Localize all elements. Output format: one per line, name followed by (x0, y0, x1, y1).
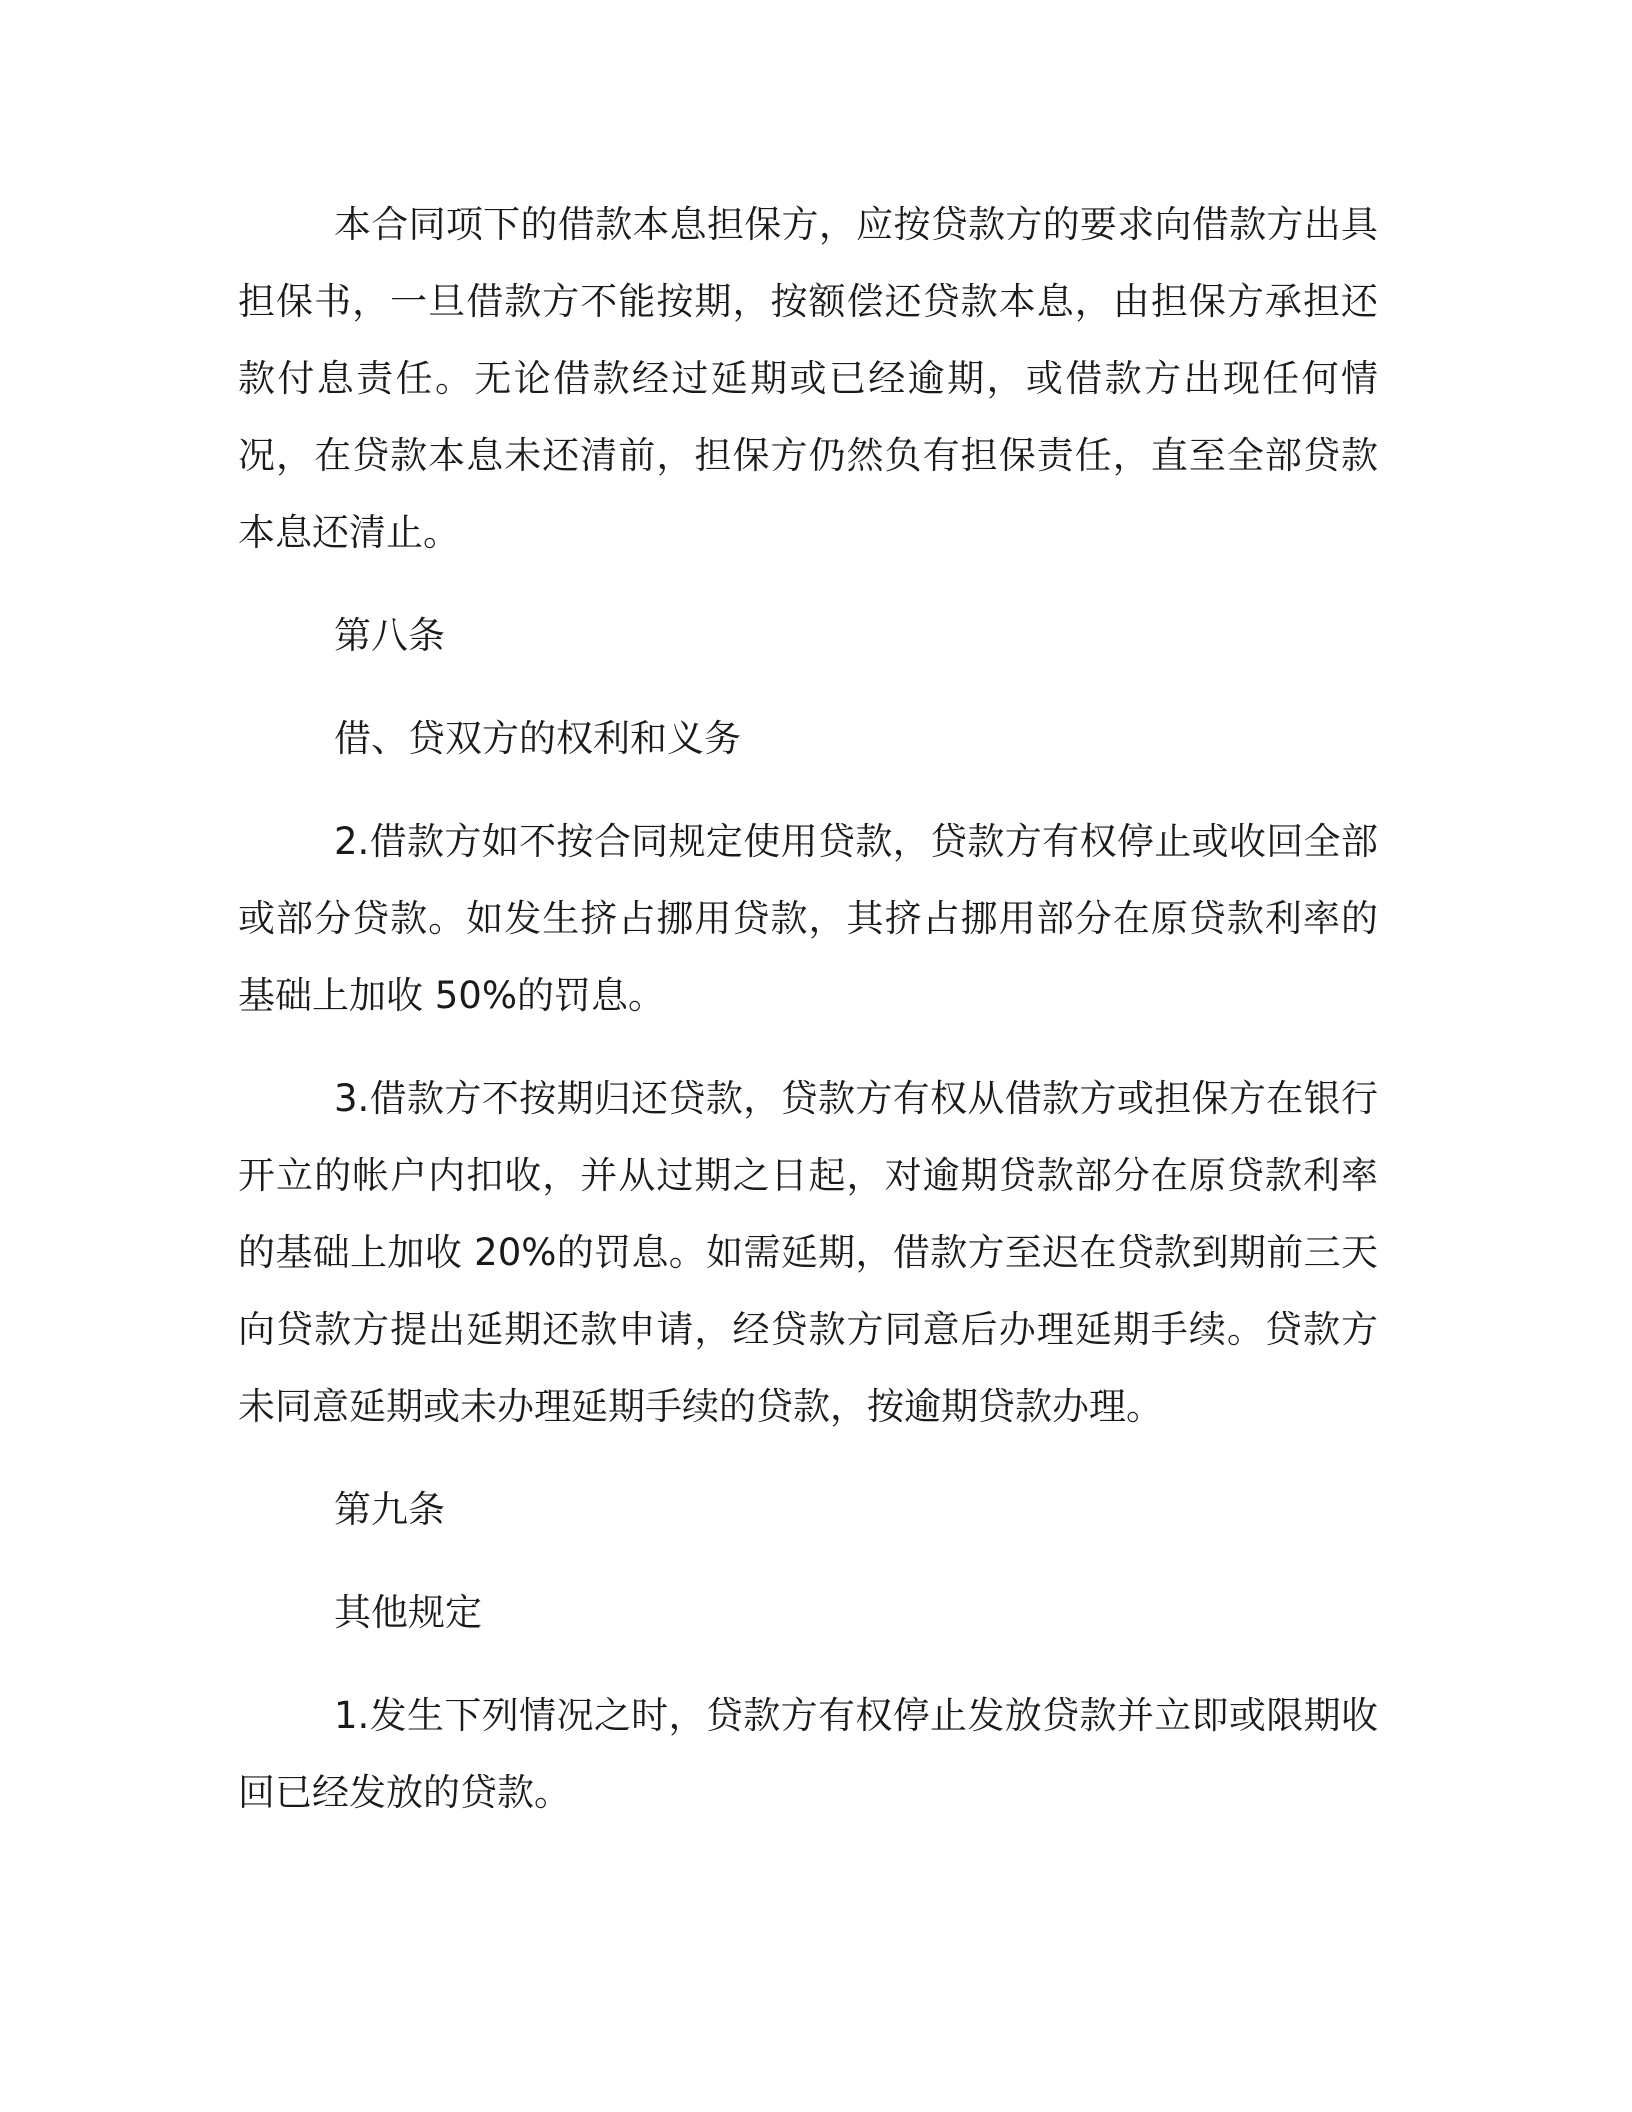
paragraph-clause-2: 2.借款方如不按合同规定使用贷款，贷款方有权停止或收回全部或部分贷款。如发生挤占挪用贷款，其挤占挪用部分在原贷款利率的基础上加收 50%的罚息。 (238, 820, 1378, 1017)
document-body (238, 186, 1378, 1831)
paragraph-clause-1: 1.发生下列情况之时，贷款方有权停止发放贷款并立即或限期收回已经发放的贷款。 (238, 1694, 1378, 1814)
article-eight-title: 借、贷双方的权利和义务 (334, 717, 741, 760)
article-eight-heading: 第八条 (334, 614, 445, 657)
article-nine-heading: 第九条 (334, 1488, 445, 1531)
article-nine-title: 其他规定 (334, 1591, 482, 1634)
paragraph-guarantor-liability: 本合同项下的借款本息担保方，应按贷款方的要求向借款方出具担保书，一旦借款方不能按期，按额偿还贷款本息，由担保方承担还款付息责任。无论借款经过延期或已经逾期，或借款方出现任何情况，在贷款本息未还清前，担保方仍然负有担保责任，直至全部贷款本息还清止。 (238, 203, 1378, 554)
paragraph-clause-3: 3.借款方不按期归还贷款，贷款方有权从借款方或担保方在银行开立的帐户内扣收，并从过期之日起，对逾期贷款部分在原贷款利率的基础上加收 20%的罚息。如需延期，借款方至迟在贷款到期前三天向贷款方提出延期还款申请，经贷款方同意后办理延期手续。贷款方未同意延期或未办理延期手续的贷款，按逾期贷款办理。 (238, 1077, 1378, 1428)
